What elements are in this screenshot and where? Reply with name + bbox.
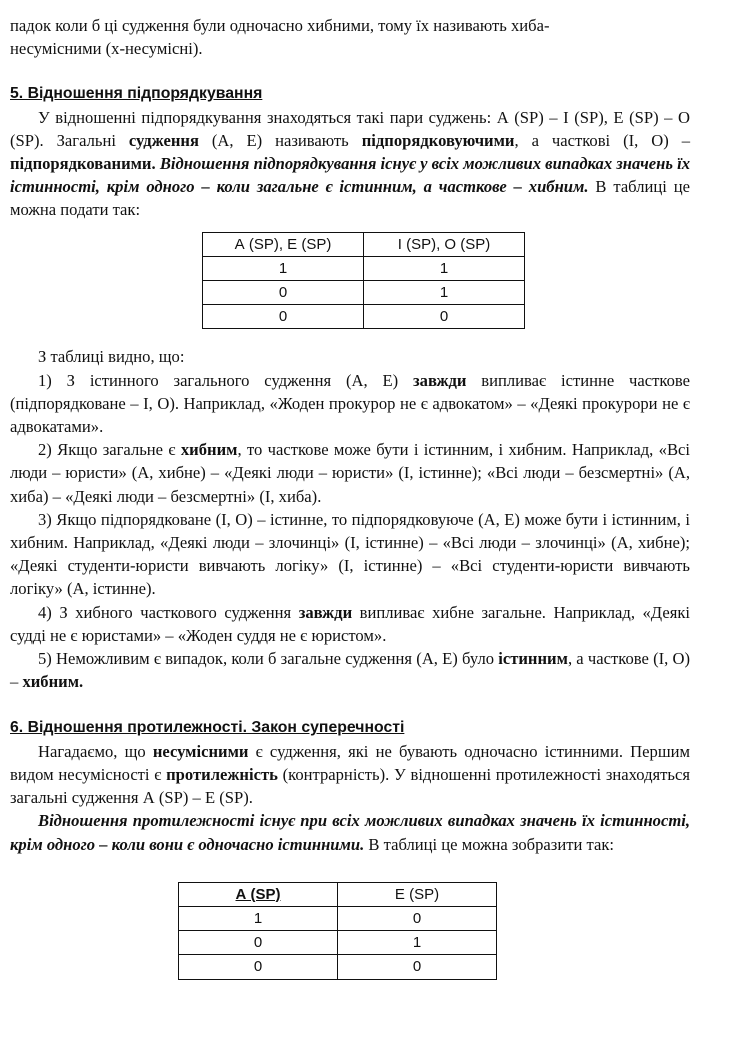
table-header: І (SP), О (SP) [364, 232, 525, 256]
section-5-paragraph: У відношенні підпорядкування знаходяться такі пари суджень: А (SP) – І (SP), Е (SP) – О (SP). Загальні судження (А, Е) називають підпорядковуючими, а часткові (І, О) – підпорядкованими. Відношення підпорядкування існує у всіх можливих випадках значень їх істинності, крім одного – коли загальне є істинним, а часткове – хибним. В таблиці це можна подати так: [10, 107, 691, 220]
list-item-4: 4) З хибного часткового судження завжди випливає хибне загальне. Наприклад, «Деякі судді не є юристами» – «Жоден суддя не є юристом». [10, 602, 690, 645]
table-cell: 0 [203, 281, 364, 305]
table-cell: 0 [364, 305, 525, 329]
table-cell: 1 [364, 281, 525, 305]
table-row [179, 955, 497, 979]
table-header: Е (SP) [338, 882, 497, 906]
table-cell: 0 [203, 305, 364, 329]
section-6-paragraph-1: Нагадаємо, що несумісними є судження, які не бувають одночасно істинними. Першим видом несумісності є протилежність (контрарність). У відношенні протилежності знаходяться загальні судження А (SP) – Е (SP). [10, 741, 691, 808]
table-cell: 1 [179, 906, 338, 930]
table-cell: 0 [338, 906, 497, 930]
table-row [203, 256, 525, 280]
table-cell: 0 [338, 955, 497, 979]
list-item-2: 2) Якщо загальне є хибним, то часткове може бути і істинним, і хибним. Наприклад, «Всі люди – юристи» (А, хибне) – «Деякі люди – юристи» (І, істинне); «Всі люди – безсмертні» (А, хиба) – «Деякі люди – безсмертні» (І, хиба). [10, 440, 691, 506]
table-header: А (SP), Е (SP) [203, 232, 364, 256]
intro-line-1: падок коли б ці судження були одночасно хибними, тому їх називають хиба- [10, 16, 550, 35]
list-item-3: 3) Якщо підпорядковане (І, О) – істинне, то підпорядковуюче (А, Е) може бути і істинним, і хибним. Наприклад, «Деякі люди – злочинці» (І, істинне) – «Всі люди – злочинці» (А, хибне); «Деякі студенти-юристи вивчають логіку» (І, істинне) – «Всі студенти-юристи вивчають логіку» (А, істинне). [10, 509, 690, 599]
table-row [179, 906, 497, 930]
table-cell: 1 [203, 256, 364, 280]
table-row [179, 931, 497, 955]
list-item-1: 1) З істинного загального судження (А, Е) завжди випливає істинне часткове (підпорядковане – І, О). Наприклад, «Жоден прокурор не є адвокатом» – «Деякі прокурори не є адвокатами». [10, 370, 690, 437]
contrariety-table [178, 882, 497, 980]
table-header: А (SP) [179, 882, 338, 906]
table-header-row [203, 232, 525, 256]
section-6-heading: 6. Відношення протилежності. Закон суперечності [10, 719, 405, 737]
document-page [10, 14, 690, 980]
table-row [203, 281, 525, 305]
intro-paragraph [10, 14, 690, 60]
subordination-table [202, 232, 525, 330]
section-6-paragraph-2: Відношення протилежності існує при всіх можливих випадках значень їх істинності, крім одного – коли вони є одночасно істинними. В таблиці це можна зобразити так: [10, 811, 690, 854]
table-cell: 0 [179, 931, 338, 955]
section-5-heading: 5. Відношення підпорядкування [10, 85, 263, 103]
list-item-5: 5) Неможливим є випадок, коли б загальне судження (А, Е) було істинним, а часткове (І, О) – хибним. [10, 649, 691, 692]
table-header-row [179, 882, 497, 906]
table-cell: 0 [179, 955, 338, 979]
table-cell: 1 [364, 256, 525, 280]
table-conclusion-line: З таблиці видно, що: [38, 347, 185, 367]
table-cell: 1 [338, 931, 497, 955]
table-row [203, 305, 525, 329]
intro-line-2: несумісними (х-несумісні). [10, 39, 203, 59]
